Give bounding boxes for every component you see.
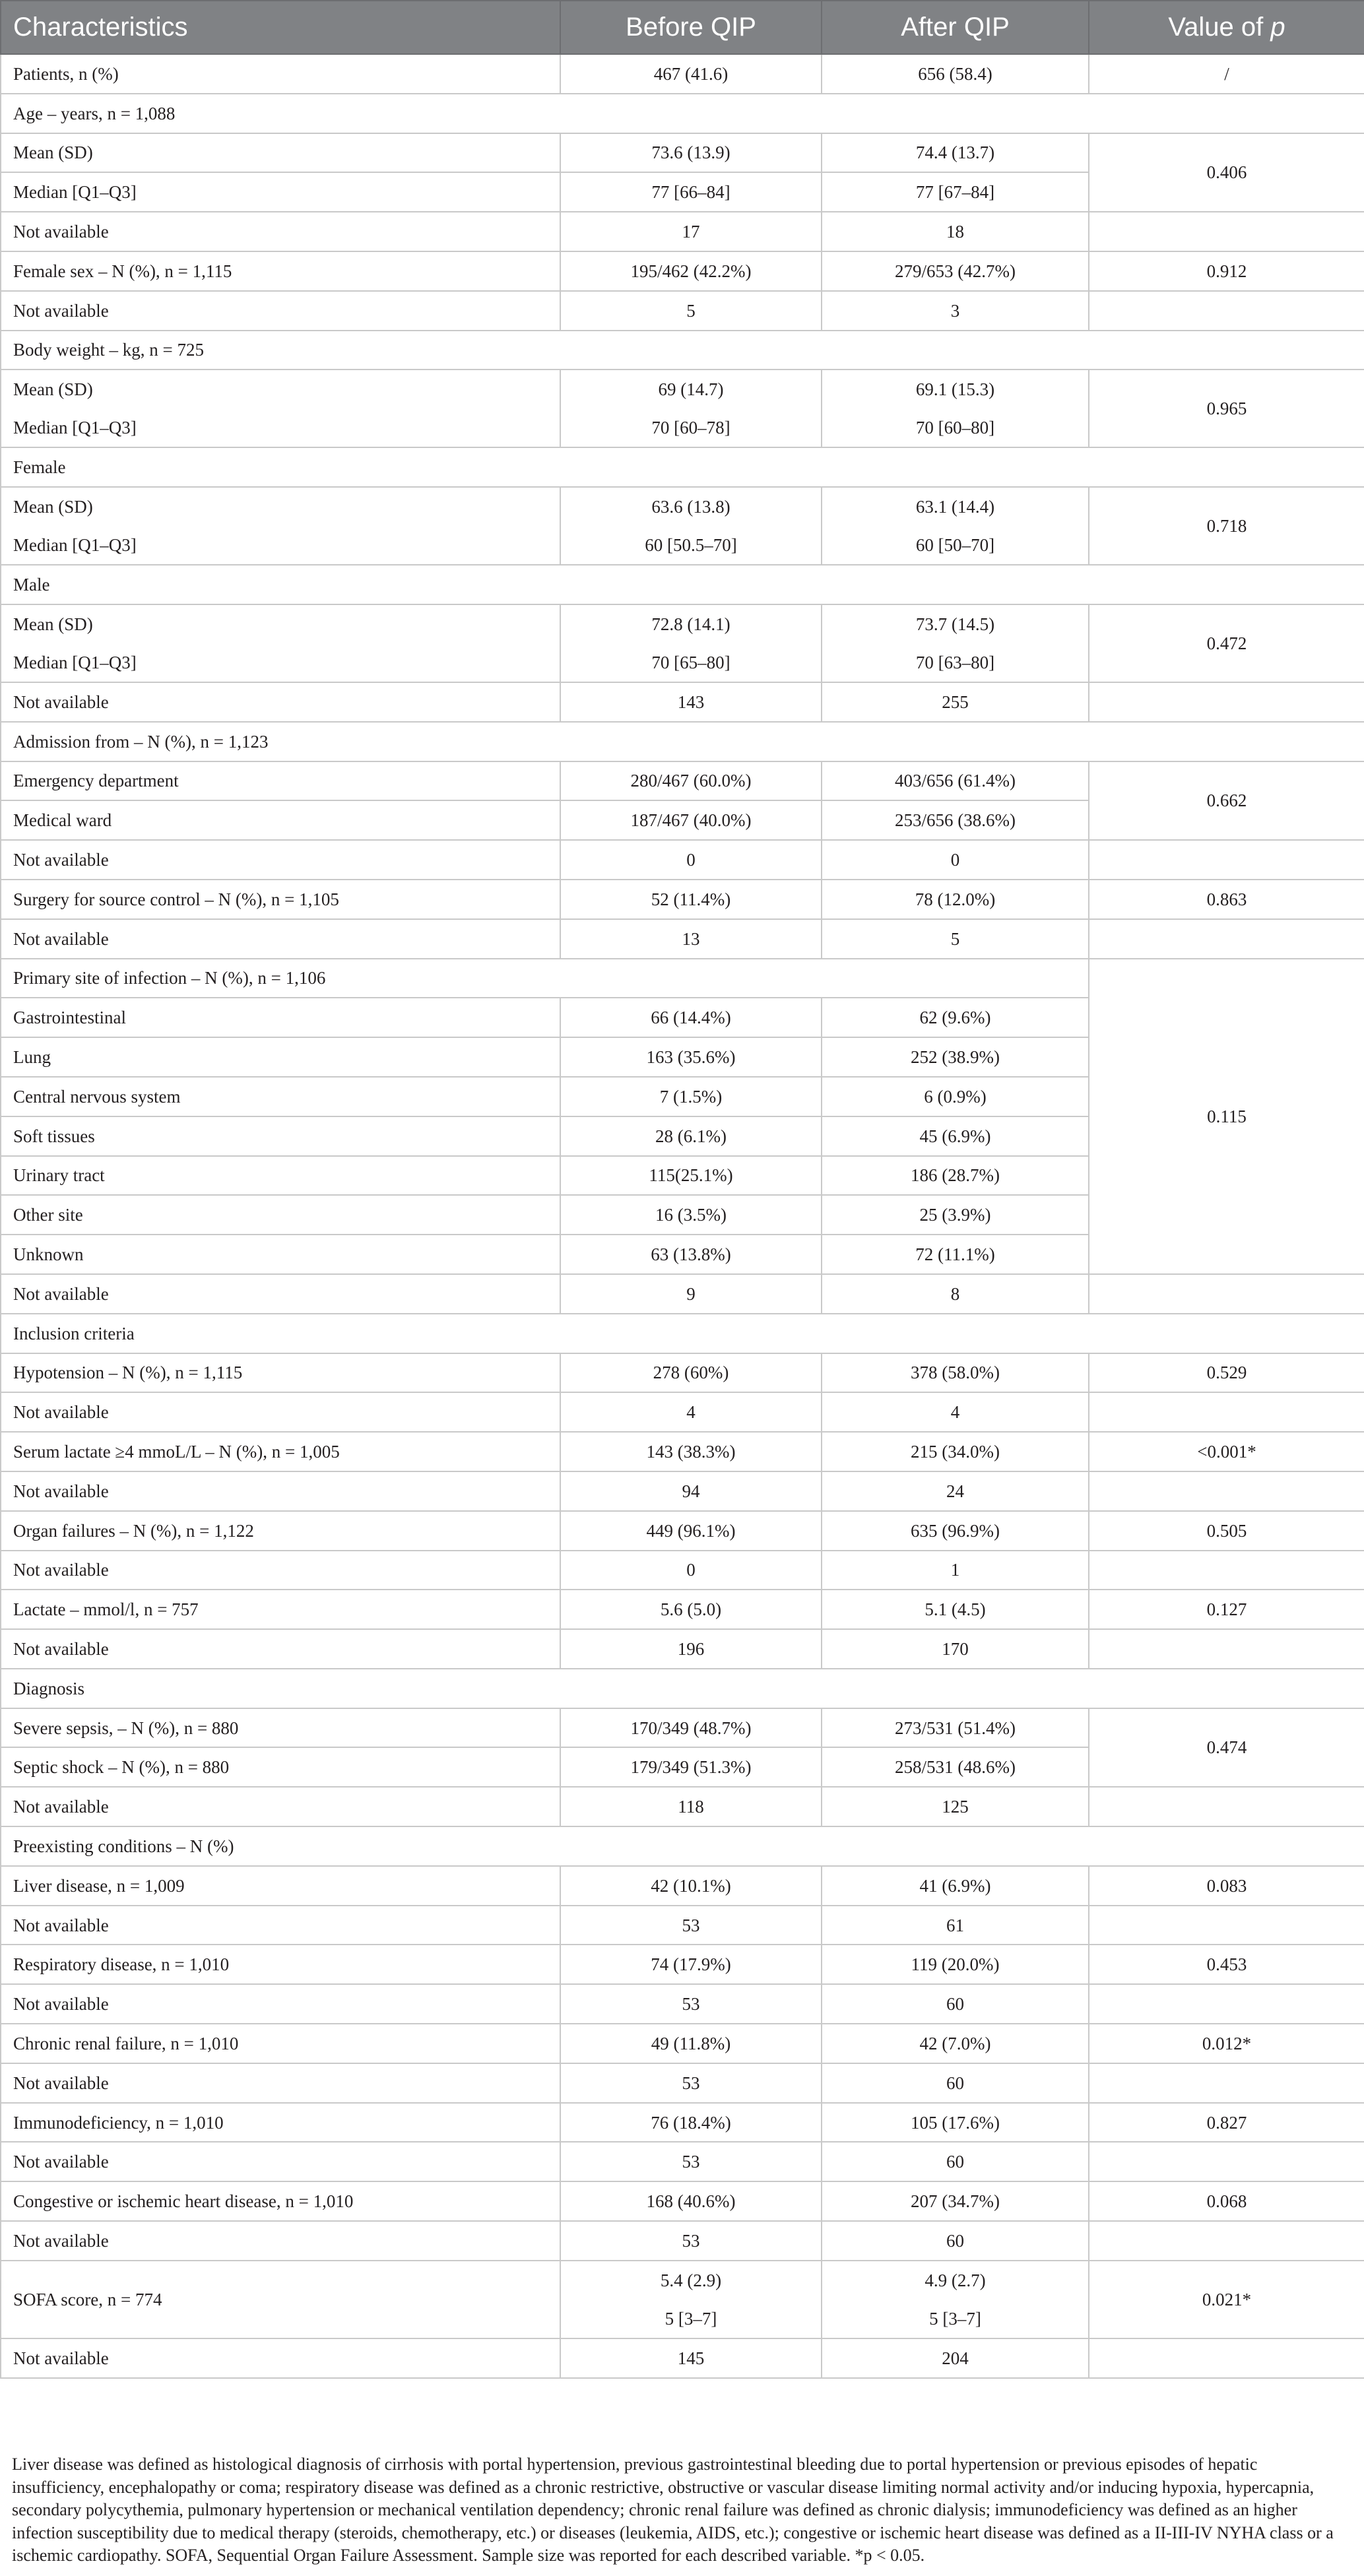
p-value: 0.529 [1089, 1353, 1364, 1393]
after-value: 215 (34.0%) [822, 1432, 1089, 1471]
before-value: 118 [560, 1787, 822, 1826]
section-label: Male [1, 565, 1364, 604]
value-line: 60 [50.5–70] [645, 535, 737, 556]
before-value: 145 [560, 2338, 822, 2378]
before-value: 53 [560, 2221, 822, 2261]
row-label: Not available [1, 919, 560, 959]
table-row [1, 251, 1364, 291]
row-label: Liver disease, n = 1,009 [1, 1866, 560, 1906]
before-value: 168 (40.6%) [560, 2181, 822, 2221]
p-value-empty [1089, 1787, 1364, 1826]
value-line: 70 [60–80] [915, 418, 995, 438]
after-value: 170 [822, 1629, 1089, 1669]
after-value [822, 487, 1089, 565]
value-line: 5 [3–7] [665, 2308, 717, 2329]
row-label [1, 487, 560, 565]
section-row [1, 1669, 1364, 1708]
row-label: Unknown [1, 1235, 560, 1274]
p-value-empty [1089, 919, 1364, 959]
after-value: 60 [822, 2142, 1089, 2181]
after-value [822, 604, 1089, 682]
before-value: 143 (38.3%) [560, 1432, 822, 1471]
label-line: Mean (SD) [13, 614, 93, 634]
p-value: 0.115 [1089, 959, 1364, 1274]
before-value: 115(25.1%) [560, 1156, 822, 1196]
table-row [1, 1629, 1364, 1669]
before-value [560, 604, 822, 682]
p-value: 0.505 [1089, 1511, 1364, 1551]
before-value: 42 (10.1%) [560, 1866, 822, 1906]
after-value: 8 [822, 1274, 1089, 1314]
row-label: Not available [1, 2338, 560, 2378]
table-row [1, 133, 1364, 173]
before-value: 196 [560, 1629, 822, 1669]
table-row [1, 1274, 1364, 1314]
after-value: 3 [822, 291, 1089, 331]
row-label: Not available [1, 1274, 560, 1314]
value-line: 63.1 (14.4) [915, 497, 995, 517]
section-label: Preexisting conditions – N (%) [1, 1826, 1364, 1866]
value-line: 69 (14.7) [658, 379, 724, 400]
after-value: 5.1 (4.5) [822, 1590, 1089, 1629]
table-row [1, 2024, 1364, 2063]
section-row [1, 94, 1364, 133]
after-value: 204 [822, 2338, 1089, 2378]
row-label: Not available [1, 682, 560, 722]
p-value: 0.965 [1089, 370, 1364, 447]
after-value: 72 (11.1%) [822, 1235, 1089, 1274]
before-value: 195/462 (42.2%) [560, 251, 822, 291]
header-p-value: Value of p [1089, 1, 1364, 54]
before-value: 143 [560, 682, 822, 722]
row-label: Not available [1, 1984, 560, 2024]
value-line: 73.7 (14.5) [915, 614, 995, 634]
row-label: Not available [1, 840, 560, 880]
row-label: Respiratory disease, n = 1,010 [1, 1945, 560, 1984]
before-value: 76 (18.4%) [560, 2103, 822, 2142]
after-value: 258/531 (48.6%) [822, 1747, 1089, 1787]
row-label: Gastrointestinal [1, 998, 560, 1037]
label-line: Mean (SD) [13, 379, 93, 400]
before-value: 170/349 (48.7%) [560, 1708, 822, 1748]
p-value-empty [1089, 2142, 1364, 2181]
row-label: Congestive or ischemic heart disease, n = 1,010 [1, 2181, 560, 2221]
row-label: Severe sepsis, – N (%), n = 880 [1, 1708, 560, 1748]
before-value: 94 [560, 1471, 822, 1511]
before-value: 74 (17.9%) [560, 1945, 822, 1984]
section-row [1, 1314, 1364, 1353]
row-label: Not available [1, 291, 560, 331]
table-row [1, 2338, 1364, 2378]
after-value [822, 2261, 1089, 2338]
table-row [1, 1708, 1364, 1748]
after-value: 18 [822, 212, 1089, 251]
before-value: 63 (13.8%) [560, 1235, 822, 1274]
row-label: Median [Q1–Q3] [1, 172, 560, 212]
before-value: 163 (35.6%) [560, 1037, 822, 1077]
after-value: 0 [822, 840, 1089, 880]
table-row [1, 1866, 1364, 1906]
before-value: 179/349 (51.3%) [560, 1747, 822, 1787]
row-label: SOFA score, n = 774 [1, 2261, 560, 2338]
before-value: 53 [560, 1906, 822, 1945]
after-value: 186 (28.7%) [822, 1156, 1089, 1196]
after-value: 24 [822, 1471, 1089, 1511]
after-value: 273/531 (51.4%) [822, 1708, 1089, 1748]
section-label: Inclusion criteria [1, 1314, 1364, 1353]
table-row [1, 1551, 1364, 1590]
p-value-empty [1089, 1551, 1364, 1590]
after-value: 60 [822, 2063, 1089, 2103]
p-value: 0.453 [1089, 1945, 1364, 1984]
header-after-qip: After QIP [822, 1, 1089, 54]
row-label: Hypotension – N (%), n = 1,115 [1, 1353, 560, 1393]
row-label: Not available [1, 1787, 560, 1826]
table-row [1, 2221, 1364, 2261]
row-label: Not available [1, 2221, 560, 2261]
section-label: Primary site of infection – N (%), n = 1,106 [1, 959, 1089, 998]
value-line: 60 [50–70] [915, 535, 995, 556]
p-value: 0.127 [1089, 1590, 1364, 1629]
after-value: 378 (58.0%) [822, 1353, 1089, 1393]
before-value [560, 2261, 822, 2338]
header-before-qip: Before QIP [560, 1, 822, 54]
value-line: 70 [60–78] [651, 418, 731, 438]
before-value: 467 (41.6) [560, 54, 822, 94]
after-value: 74.4 (13.7) [822, 133, 1089, 173]
p-value: 0.472 [1089, 604, 1364, 682]
row-label: Serum lactate ≥4 mmoL/L – N (%), n = 1,005 [1, 1432, 560, 1471]
after-value: 253/656 (38.6%) [822, 800, 1089, 840]
row-label: Not available [1, 1471, 560, 1511]
row-label: Not available [1, 1551, 560, 1590]
table-row [1, 2261, 1364, 2338]
before-value: 5 [560, 291, 822, 331]
table-row [1, 1432, 1364, 1471]
before-value: 16 (3.5%) [560, 1195, 822, 1235]
before-value: 53 [560, 2142, 822, 2181]
table-row [1, 1471, 1364, 1511]
p-value: 0.474 [1089, 1708, 1364, 1787]
p-value: 0.718 [1089, 487, 1364, 565]
after-value: 42 (7.0%) [822, 2024, 1089, 2063]
row-label: Urinary tract [1, 1156, 560, 1196]
before-value: 0 [560, 1551, 822, 1590]
before-value [560, 370, 822, 447]
table-row [1, 2142, 1364, 2181]
row-label: Not available [1, 2142, 560, 2181]
table-row [1, 1984, 1364, 2024]
p-value: 0.827 [1089, 2103, 1364, 2142]
row-label: Not available [1, 1392, 560, 1432]
after-value: 45 (6.9%) [822, 1116, 1089, 1156]
table-row [1, 487, 1364, 565]
p-value-empty [1089, 1629, 1364, 1669]
table-row [1, 2063, 1364, 2103]
value-line: 5.4 (2.9) [660, 2270, 722, 2290]
table-footnote: Liver disease was defined as histological diagnosis of cirrhosis with portal hypertension, previous gastrointestinal bleeding due to portal hypertension or previous episodes of hepatic insufficiency, encephalopathy or coma; respiratory disease was defined as a chronic restrictive, obstructive or vascular disease limiting normal activity and/or inducing hypoxia, hypercapnia, secondary polycythemia, pulmonary hypertension or mechanical ventilation dependency; chronic renal failure was defined as chronic dialysis; immunodeficiency was defined as an higher infection susceptibility due to medical therapy (steroids, chemotherapy, etc.) or diseases (leukemia, AIDS, etc.); congestive or ischemic heart disease was defined as a II-III-IV NYHA class or a ischemic cardiopathy. SOFA, Sequential Organ Failure Assessment. Sample size was reported for each described variable. *p < 0.05. [12, 2455, 1334, 2565]
value-line: 72.8 (14.1) [651, 614, 731, 634]
table-row [1, 604, 1364, 682]
p-value-empty [1089, 1984, 1364, 2024]
value-line: 69.1 (15.3) [915, 379, 995, 400]
section-label: Diagnosis [1, 1669, 1364, 1708]
after-value: 119 (20.0%) [822, 1945, 1089, 1984]
table-row [1, 1511, 1364, 1551]
after-value: 4 [822, 1392, 1089, 1432]
after-value: 252 (38.9%) [822, 1037, 1089, 1077]
p-value: 0.406 [1089, 133, 1364, 212]
p-value: 0.662 [1089, 761, 1364, 841]
p-value-empty [1089, 291, 1364, 331]
table-row [1, 919, 1364, 959]
section-row [1, 1826, 1364, 1866]
row-label: Soft tissues [1, 1116, 560, 1156]
after-value: 60 [822, 1984, 1089, 2024]
after-value: 656 (58.4) [822, 54, 1089, 94]
before-value: 449 (96.1%) [560, 1511, 822, 1551]
before-value: 53 [560, 1984, 822, 2024]
after-value: 62 (9.6%) [822, 998, 1089, 1037]
row-label [1, 604, 560, 682]
row-label: Not available [1, 212, 560, 251]
value-line: 5 [3–7] [929, 2308, 981, 2329]
table-row [1, 1787, 1364, 1826]
after-value: 207 (34.7%) [822, 2181, 1089, 2221]
after-value: 25 (3.9%) [822, 1195, 1089, 1235]
p-value: 0.083 [1089, 1866, 1364, 1906]
row-label: Not available [1, 1906, 560, 1945]
after-value: 1 [822, 1551, 1089, 1590]
header-characteristics: Characteristics [1, 1, 560, 54]
after-value: 41 (6.9%) [822, 1866, 1089, 1906]
label-line: Mean (SD) [13, 497, 93, 517]
section-row [1, 722, 1364, 761]
section-label: Age – years, n = 1,088 [1, 94, 1364, 133]
after-value: 279/653 (42.7%) [822, 251, 1089, 291]
table-row [1, 370, 1364, 447]
table-row [1, 840, 1364, 880]
table-row [1, 54, 1364, 94]
table-row [1, 2103, 1364, 2142]
before-value: 49 (11.8%) [560, 2024, 822, 2063]
after-value: 61 [822, 1906, 1089, 1945]
row-label: Not available [1, 2063, 560, 2103]
row-label: Other site [1, 1195, 560, 1235]
p-value-empty [1089, 2221, 1364, 2261]
before-value: 73.6 (13.9) [560, 133, 822, 173]
p-value-empty [1089, 840, 1364, 880]
after-value: 125 [822, 1787, 1089, 1826]
row-label: Medical ward [1, 800, 560, 840]
before-value: 28 (6.1%) [560, 1116, 822, 1156]
after-value: 60 [822, 2221, 1089, 2261]
after-value: 255 [822, 682, 1089, 722]
before-value: 0 [560, 840, 822, 880]
before-value: 52 (11.4%) [560, 880, 822, 919]
after-value: 5 [822, 919, 1089, 959]
value-line: 70 [65–80] [651, 652, 731, 672]
after-value: 77 [67–84] [822, 172, 1089, 212]
before-value: 280/467 (60.0%) [560, 761, 822, 801]
section-row [1, 331, 1364, 370]
p-value: 0.021* [1089, 2261, 1364, 2338]
table-row [1, 212, 1364, 251]
after-value [822, 370, 1089, 447]
after-value: 635 (96.9%) [822, 1511, 1089, 1551]
value-line: 4.9 (2.7) [925, 2270, 986, 2290]
after-value: 105 (17.6%) [822, 2103, 1089, 2142]
section-label: Female [1, 447, 1364, 487]
before-value [560, 487, 822, 565]
before-value: 187/467 (40.0%) [560, 800, 822, 840]
row-label: Chronic renal failure, n = 1,010 [1, 2024, 560, 2063]
section-label: Body weight – kg, n = 725 [1, 331, 1364, 370]
table-row [1, 1906, 1364, 1945]
row-label: Emergency department [1, 761, 560, 801]
section-label: Admission from – N (%), n = 1,123 [1, 722, 1364, 761]
p-value: 0.863 [1089, 880, 1364, 919]
before-value: 7 (1.5%) [560, 1077, 822, 1116]
label-line: Median [Q1–Q3] [13, 535, 137, 556]
p-value: / [1089, 54, 1364, 94]
p-value-empty [1089, 1392, 1364, 1432]
p-value-empty [1089, 1471, 1364, 1511]
before-value: 5.6 (5.0) [560, 1590, 822, 1629]
p-value-empty [1089, 682, 1364, 722]
row-label [1, 370, 560, 447]
table-row [1, 2181, 1364, 2221]
before-value: 13 [560, 919, 822, 959]
row-label: Surgery for source control – N (%), n = 1,105 [1, 880, 560, 919]
table-row [1, 1590, 1364, 1629]
row-label: Immunodeficiency, n = 1,010 [1, 2103, 560, 2142]
table-row [1, 1945, 1364, 1984]
before-value: 17 [560, 212, 822, 251]
section-row [1, 565, 1364, 604]
label-line: Median [Q1–Q3] [13, 418, 137, 438]
table-row [1, 291, 1364, 331]
row-label: Central nervous system [1, 1077, 560, 1116]
section-row [1, 959, 1364, 998]
table-row [1, 1392, 1364, 1432]
row-label: Lactate – mmol/l, n = 757 [1, 1590, 560, 1629]
before-value: 77 [66–84] [560, 172, 822, 212]
row-label: Not available [1, 1629, 560, 1669]
label-line: Median [Q1–Q3] [13, 652, 137, 672]
table-row [1, 761, 1364, 801]
before-value: 278 (60%) [560, 1353, 822, 1393]
row-label: Lung [1, 1037, 560, 1077]
row-label: Patients, n (%) [1, 54, 560, 94]
p-value: 0.068 [1089, 2181, 1364, 2221]
after-value: 403/656 (61.4%) [822, 761, 1089, 801]
p-value: <0.001* [1089, 1432, 1364, 1471]
after-value: 6 (0.9%) [822, 1077, 1089, 1116]
row-label: Female sex – N (%), n = 1,115 [1, 251, 560, 291]
value-line: 70 [63–80] [915, 652, 995, 672]
table-row [1, 682, 1364, 722]
p-value-empty [1089, 1274, 1364, 1314]
table-row [1, 880, 1364, 919]
section-row [1, 447, 1364, 487]
p-value-empty [1089, 212, 1364, 251]
before-value: 9 [560, 1274, 822, 1314]
p-value: 0.012* [1089, 2024, 1364, 2063]
p-value: 0.912 [1089, 251, 1364, 291]
before-value: 66 (14.4%) [560, 998, 822, 1037]
p-value-empty [1089, 2338, 1364, 2378]
p-value-empty [1089, 2063, 1364, 2103]
after-value: 78 (12.0%) [822, 880, 1089, 919]
p-value-empty [1089, 1906, 1364, 1945]
table-row [1, 1353, 1364, 1393]
before-value: 4 [560, 1392, 822, 1432]
value-line: 63.6 (13.8) [651, 497, 731, 517]
row-label: Organ failures – N (%), n = 1,122 [1, 1511, 560, 1551]
header-row [1, 1, 1364, 54]
row-label: Mean (SD) [1, 133, 560, 173]
before-value: 53 [560, 2063, 822, 2103]
row-label: Septic shock – N (%), n = 880 [1, 1747, 560, 1787]
